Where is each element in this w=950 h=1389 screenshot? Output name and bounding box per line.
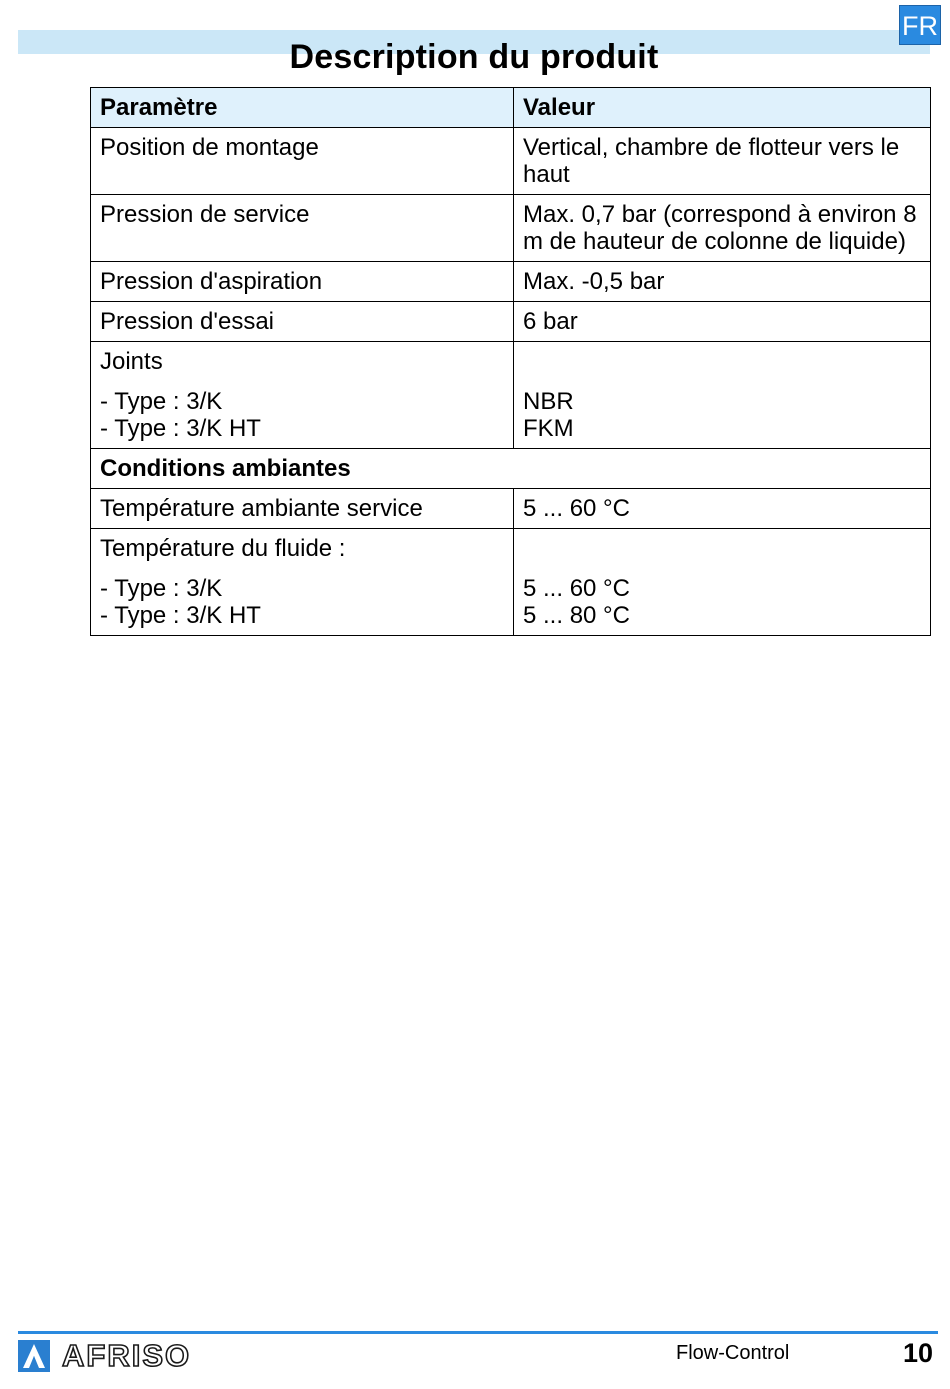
param-cell	[91, 342, 514, 449]
value-cell	[514, 342, 931, 449]
param-label: Joints	[100, 348, 163, 375]
table-row	[91, 529, 931, 636]
value-cell: Max. 0,7 bar (correspond à environ 8 m de hauteur de colonne de liquide)	[514, 195, 931, 262]
value-cell: 5 ... 60 °C	[514, 489, 931, 529]
table-header-row	[91, 88, 931, 128]
value-cell	[514, 529, 931, 636]
page-number: 10	[903, 1338, 934, 1368]
value-cell: 6 bar	[514, 302, 931, 342]
table-row	[91, 489, 931, 529]
param-cell: Température ambiante service	[91, 489, 514, 529]
param-cell: Position de montage	[91, 128, 514, 195]
section-row	[91, 449, 931, 489]
value-label: 5 ... 60 °C	[523, 575, 630, 602]
value-label: NBR	[523, 388, 574, 415]
header-band	[18, 30, 930, 76]
table-row	[91, 302, 931, 342]
param-label: Température du fluide :	[100, 535, 346, 562]
param-cell: Pression d'essai	[91, 302, 514, 342]
table-row	[91, 195, 931, 262]
type-label: - Type : 3/K HT	[100, 415, 261, 442]
column-header-value: Valeur	[514, 88, 931, 128]
value-cell: Vertical, chambre de flotteur vers le haut	[514, 128, 931, 195]
value-cell: Max. -0,5 bar	[514, 262, 931, 302]
value-label: 5 ... 80 °C	[523, 602, 630, 629]
section-heading: Conditions ambiantes	[91, 449, 931, 489]
type-label: - Type : 3/K	[100, 388, 223, 415]
spec-table	[90, 87, 931, 636]
param-cell: Pression de service	[91, 195, 514, 262]
value-label: FKM	[523, 415, 574, 442]
param-cell: Pression d'aspiration	[91, 262, 514, 302]
language-badge: FR	[899, 5, 941, 45]
brand-logo-text: AFRISO	[62, 1338, 192, 1373]
table-row	[91, 342, 931, 449]
column-header-parameter: Paramètre	[91, 88, 514, 128]
param-cell	[91, 529, 514, 636]
footer-divider	[18, 1331, 938, 1334]
table-row	[91, 128, 931, 195]
type-label: - Type : 3/K HT	[100, 602, 261, 629]
type-label: - Type : 3/K	[100, 575, 223, 602]
table-row	[91, 262, 931, 302]
page-title: Description du produit	[289, 38, 659, 76]
afriso-logo-icon	[18, 1340, 50, 1372]
footer-product-name: Flow-Control	[676, 1342, 790, 1364]
